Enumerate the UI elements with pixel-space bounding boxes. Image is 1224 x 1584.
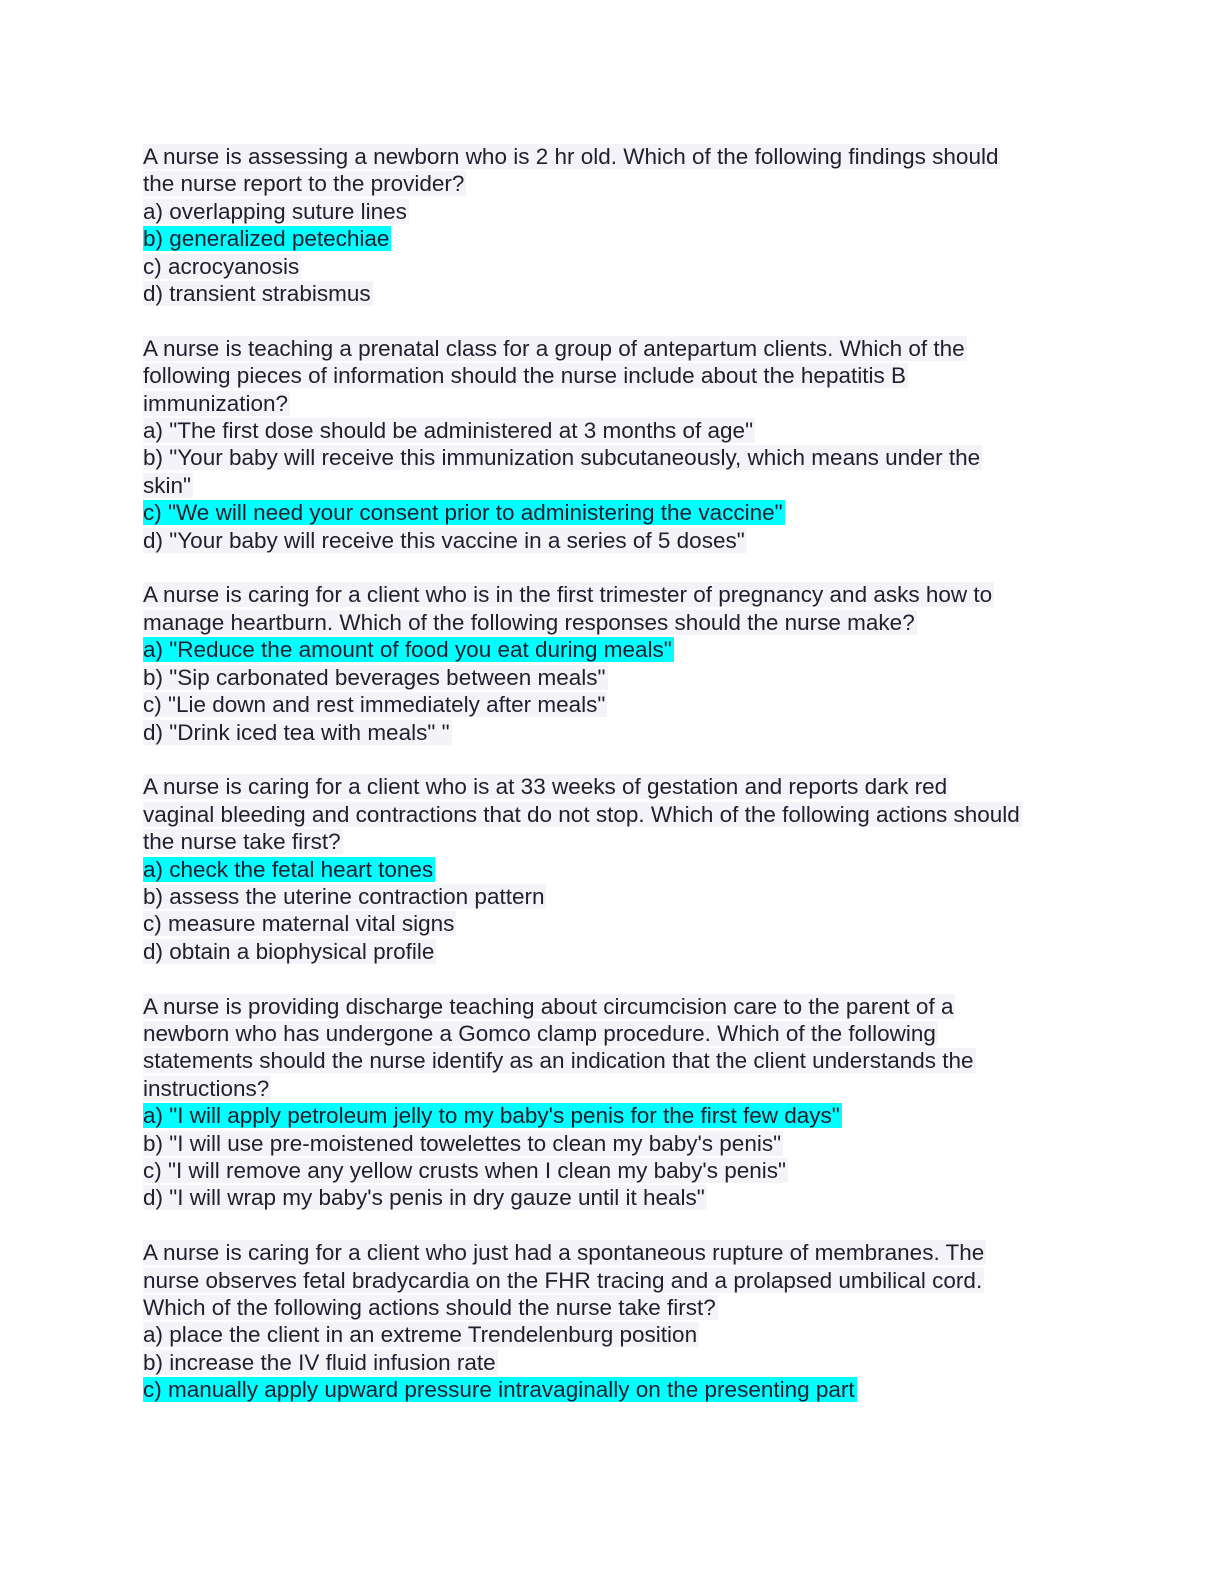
question-stem-line	[143, 1267, 1093, 1294]
question-stem-text: vaginal bleeding and contractions that do not stop. Which of the following actions should	[143, 801, 1020, 827]
question-stem-text: A nurse is caring for a client who is in the first trimester of pregnancy and asks how to	[143, 582, 993, 608]
answer-option-text: a) "The first dose should be administered at 3 months of age"	[143, 418, 754, 444]
question-stem-text: instructions?	[143, 1075, 270, 1101]
answer-option-text: b) increase the IV fluid infusion rate	[143, 1349, 496, 1375]
question-stem-line	[143, 1047, 1093, 1074]
question-block	[143, 143, 1093, 307]
answer-option-text: b) generalized petechiae	[143, 226, 390, 252]
answer-option-text: b) "Your baby will receive this immunization subcutaneously, which means under the	[143, 445, 981, 471]
question-stem-text: the nurse report to the provider?	[143, 171, 465, 197]
answer-option	[143, 472, 1093, 499]
question-stem-line	[143, 170, 1093, 197]
answer-option	[143, 253, 1093, 280]
question-stem-line	[143, 335, 1093, 362]
question-stem-line	[143, 828, 1093, 855]
answer-option	[143, 444, 1093, 471]
answer-option-highlighted	[143, 1376, 1093, 1403]
answer-option	[143, 664, 1093, 691]
question-stem-text: newborn who has undergone a Gomco clamp procedure. Which of the following	[143, 1020, 936, 1046]
question-stem-line	[143, 362, 1093, 389]
answer-option-text: d) "I will wrap my baby's penis in dry gauze until it heals"	[143, 1185, 705, 1211]
answer-option-text: c) measure maternal vital signs	[143, 911, 455, 937]
answer-option	[143, 938, 1093, 965]
answer-option-text: a) place the client in an extreme Trendelenburg position	[143, 1322, 698, 1348]
question-stem-line	[143, 1020, 1093, 1047]
question-stem-text: the nurse take first?	[143, 829, 341, 855]
question-stem-text: immunization?	[143, 390, 289, 416]
question-stem-line	[143, 390, 1093, 417]
answer-option-highlighted	[143, 1102, 1093, 1129]
answer-option-text: b) assess the uterine contraction pattern	[143, 883, 545, 909]
answer-option	[143, 417, 1093, 444]
question-block	[143, 1239, 1093, 1403]
question-stem-text: A nurse is caring for a client who is at 33 weeks of gestation and reports dark red	[143, 774, 948, 800]
answer-option	[143, 719, 1093, 746]
answer-option-text: a) "I will apply petroleum jelly to my baby's penis for the first few days"	[143, 1103, 840, 1129]
question-block	[143, 335, 1093, 554]
answer-option	[143, 527, 1093, 554]
answer-option	[143, 1349, 1093, 1376]
question-list	[143, 143, 1093, 1431]
answer-option	[143, 1157, 1093, 1184]
answer-option-text: d) obtain a biophysical profile	[143, 938, 435, 964]
answer-option-text: a) overlapping suture lines	[143, 198, 407, 224]
question-stem-line	[143, 993, 1093, 1020]
answer-option	[143, 198, 1093, 225]
answer-option	[143, 1130, 1093, 1157]
answer-option-text: d) "Your baby will receive this vaccine in a series of 5 doses"	[143, 527, 745, 553]
question-stem-text: nurse observes fetal bradycardia on the FHR tracing and a prolapsed umbilical cord.	[143, 1267, 983, 1293]
answer-option-text: c) "Lie down and rest immediately after meals"	[143, 692, 606, 718]
answer-option-text: b) "I will use pre-moistened towelettes to clean my baby's penis"	[143, 1130, 782, 1156]
answer-option-text: c) manually apply upward pressure intravaginally on the presenting part	[143, 1377, 855, 1403]
answer-option-text: skin"	[143, 472, 191, 498]
answer-option	[143, 883, 1093, 910]
question-block	[143, 773, 1093, 965]
answer-option	[143, 280, 1093, 307]
answer-option-text: a) "Reduce the amount of food you eat during meals"	[143, 637, 672, 663]
answer-option	[143, 1184, 1093, 1211]
answer-option-text: d) transient strabismus	[143, 281, 371, 307]
answer-option-text: b) "Sip carbonated beverages between meals"	[143, 664, 606, 690]
question-stem-line	[143, 1075, 1093, 1102]
question-stem-line	[143, 801, 1093, 828]
question-stem-line	[143, 143, 1093, 170]
answer-option	[143, 1321, 1093, 1348]
question-stem-text: A nurse is teaching a prenatal class for a group of antepartum clients. Which of the	[143, 335, 965, 361]
question-stem-text: A nurse is assessing a newborn who is 2 hr old. Which of the following findings should	[143, 144, 999, 169]
answer-option-text: c) "We will need your consent prior to administering the vaccine"	[143, 500, 783, 526]
answer-option-highlighted	[143, 225, 1093, 252]
question-stem-line	[143, 1294, 1093, 1321]
question-stem-text: A nurse is caring for a client who just had a spontaneous rupture of membranes. The	[143, 1240, 985, 1266]
answer-option-text: c) acrocyanosis	[143, 253, 300, 279]
question-stem-text: statements should the nurse identify as an indication that the client understands the	[143, 1048, 974, 1074]
answer-option-highlighted	[143, 856, 1093, 883]
question-block	[143, 993, 1093, 1212]
answer-option-highlighted	[143, 499, 1093, 526]
question-stem-text: following pieces of information should the nurse include about the hepatitis B	[143, 363, 906, 389]
question-block	[143, 581, 1093, 745]
answer-option-text: d) "Drink iced tea with meals" "	[143, 719, 450, 745]
question-stem-line	[143, 773, 1093, 800]
answer-option-text: c) "I will remove any yellow crusts when I clean my baby's penis"	[143, 1157, 787, 1183]
question-stem-line	[143, 581, 1093, 608]
question-stem-text: manage heartburn. Which of the following responses should the nurse make?	[143, 609, 915, 635]
question-stem-text: A nurse is providing discharge teaching about circumcision care to the parent of a	[143, 993, 954, 1019]
question-stem-line	[143, 609, 1093, 636]
answer-option-highlighted	[143, 636, 1093, 663]
answer-option-text: a) check the fetal heart tones	[143, 856, 434, 882]
answer-option	[143, 910, 1093, 937]
answer-option	[143, 691, 1093, 718]
question-stem-line	[143, 1239, 1093, 1266]
question-stem-text: Which of the following actions should the nurse take first?	[143, 1294, 716, 1320]
